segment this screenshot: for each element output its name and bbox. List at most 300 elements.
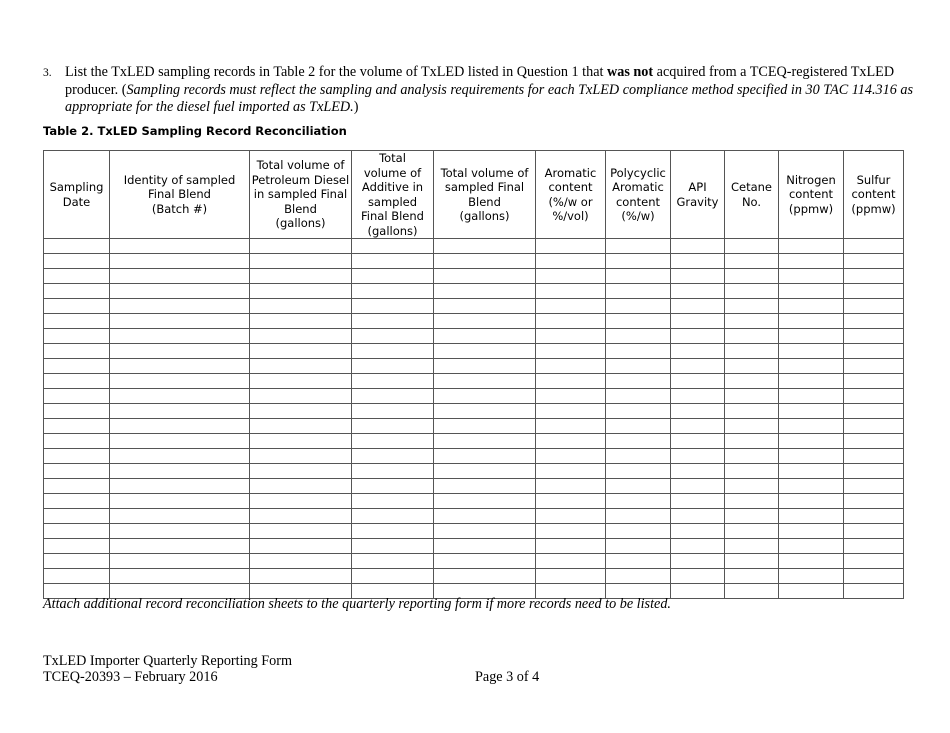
table-cell[interactable] <box>606 389 671 404</box>
table-cell[interactable] <box>606 284 671 299</box>
table-cell[interactable] <box>844 464 904 479</box>
table-cell[interactable] <box>606 509 671 524</box>
table-cell[interactable] <box>110 419 250 434</box>
table-cell[interactable] <box>44 359 110 374</box>
table-cell[interactable] <box>844 359 904 374</box>
table-cell[interactable] <box>779 344 844 359</box>
table-cell[interactable] <box>352 374 434 389</box>
table-cell[interactable] <box>44 554 110 569</box>
table-cell[interactable] <box>110 554 250 569</box>
table-cell[interactable] <box>110 284 250 299</box>
table-cell[interactable] <box>44 314 110 329</box>
table-cell[interactable] <box>250 434 352 449</box>
table-row <box>44 314 904 329</box>
table-cell[interactable] <box>110 359 250 374</box>
table-cell[interactable] <box>434 524 536 539</box>
table-cell[interactable] <box>671 404 725 419</box>
table-cell[interactable] <box>352 464 434 479</box>
table-row <box>44 479 904 494</box>
question-text-emphasis: was not <box>606 64 654 80</box>
table-cell[interactable] <box>434 239 536 254</box>
table-cell[interactable] <box>352 314 434 329</box>
table-cell[interactable] <box>352 569 434 584</box>
table-cell[interactable] <box>725 374 779 389</box>
sampling-record-table <box>43 150 904 599</box>
table-cell[interactable] <box>250 239 352 254</box>
table-cell[interactable] <box>606 269 671 284</box>
table-cell[interactable] <box>110 269 250 284</box>
table-cell[interactable] <box>671 359 725 374</box>
table-cell[interactable] <box>536 329 606 344</box>
col-additive-volume: Total volume of Additive in sampled Final Blend (gallons) <box>352 151 434 239</box>
table-row <box>44 539 904 554</box>
table-cell[interactable] <box>844 554 904 569</box>
table-cell[interactable] <box>844 299 904 314</box>
table-cell[interactable] <box>352 359 434 374</box>
table-cell[interactable] <box>536 434 606 449</box>
table-cell[interactable] <box>844 434 904 449</box>
table-cell[interactable] <box>536 299 606 314</box>
table-cell[interactable] <box>844 284 904 299</box>
table-cell[interactable] <box>250 389 352 404</box>
table-cell[interactable] <box>536 269 606 284</box>
table-cell[interactable] <box>352 494 434 509</box>
table-row <box>44 524 904 539</box>
col-batch-identity: Identity of sampled Final Blend (Batch #) <box>110 151 250 239</box>
table-cell[interactable] <box>725 299 779 314</box>
table-cell[interactable] <box>536 239 606 254</box>
col-petroleum-diesel-volume: Total volume of Petroleum Diesel in sampled Final Blend (gallons) <box>250 151 352 239</box>
table-cell[interactable] <box>536 389 606 404</box>
question-note-pre: producer. ( <box>65 82 127 98</box>
table-row <box>44 299 904 314</box>
table-cell[interactable] <box>44 419 110 434</box>
table-cell[interactable] <box>844 449 904 464</box>
table-cell[interactable] <box>352 299 434 314</box>
table-cell[interactable] <box>250 539 352 554</box>
table-cell[interactable] <box>536 539 606 554</box>
table-cell[interactable] <box>434 254 536 269</box>
table-cell[interactable] <box>844 494 904 509</box>
table-cell[interactable] <box>725 554 779 569</box>
table-cell[interactable] <box>536 449 606 464</box>
table-cell[interactable] <box>606 419 671 434</box>
table-cell[interactable] <box>250 509 352 524</box>
table-cell[interactable] <box>725 464 779 479</box>
table-cell[interactable] <box>110 434 250 449</box>
table-cell[interactable] <box>844 329 904 344</box>
table-row <box>44 419 904 434</box>
table-cell[interactable] <box>779 419 844 434</box>
table-cell[interactable] <box>844 314 904 329</box>
table-cell[interactable] <box>434 569 536 584</box>
table-cell[interactable] <box>536 419 606 434</box>
footer <box>43 653 292 685</box>
table-cell[interactable] <box>434 389 536 404</box>
table-cell[interactable] <box>671 254 725 269</box>
table-cell[interactable] <box>110 479 250 494</box>
table-cell[interactable] <box>671 284 725 299</box>
table-cell[interactable] <box>434 329 536 344</box>
form-id: TCEQ-20393 – February 2016 <box>43 669 218 685</box>
table-row <box>44 449 904 464</box>
table-cell[interactable] <box>352 389 434 404</box>
table-row <box>44 239 904 254</box>
table-cell[interactable] <box>671 344 725 359</box>
table-cell[interactable] <box>44 269 110 284</box>
table-cell[interactable] <box>725 569 779 584</box>
table-cell[interactable] <box>110 494 250 509</box>
table-cell[interactable] <box>725 329 779 344</box>
table-cell[interactable] <box>250 404 352 419</box>
table-cell[interactable] <box>110 299 250 314</box>
table-cell[interactable] <box>725 389 779 404</box>
question-note-post: ) <box>353 99 359 115</box>
table-cell[interactable] <box>671 524 725 539</box>
table-cell[interactable] <box>844 584 904 599</box>
question-3-line2 <box>43 82 913 116</box>
table-cell[interactable] <box>779 389 844 404</box>
table-cell[interactable] <box>434 554 536 569</box>
table-cell[interactable] <box>44 344 110 359</box>
table-cell[interactable] <box>250 254 352 269</box>
table-cell[interactable] <box>536 554 606 569</box>
table-cell[interactable] <box>536 284 606 299</box>
table-cell[interactable] <box>44 329 110 344</box>
table-cell[interactable] <box>44 539 110 554</box>
table-cell[interactable] <box>250 359 352 374</box>
table-cell[interactable] <box>352 419 434 434</box>
table-cell[interactable] <box>671 269 725 284</box>
table-cell[interactable] <box>725 314 779 329</box>
table-cell[interactable] <box>352 434 434 449</box>
table-cell[interactable] <box>725 239 779 254</box>
table-cell[interactable] <box>110 254 250 269</box>
table-cell[interactable] <box>44 254 110 269</box>
table-cell[interactable] <box>606 329 671 344</box>
table-cell[interactable] <box>110 344 250 359</box>
table-cell[interactable] <box>250 479 352 494</box>
table-cell[interactable] <box>110 449 250 464</box>
table-cell[interactable] <box>250 314 352 329</box>
table-cell[interactable] <box>606 449 671 464</box>
question-text-pre: List the TxLED sampling records in Table 2 for the volume of TxLED listed in Question 1 that <box>65 64 607 80</box>
table-cell[interactable] <box>536 344 606 359</box>
table-cell[interactable] <box>352 239 434 254</box>
table-cell[interactable] <box>844 344 904 359</box>
table-row <box>44 389 904 404</box>
table-row <box>44 269 904 284</box>
table-cell[interactable] <box>536 479 606 494</box>
table-cell[interactable] <box>536 569 606 584</box>
table-cell[interactable] <box>779 359 844 374</box>
table-cell[interactable] <box>352 524 434 539</box>
table-cell[interactable] <box>779 524 844 539</box>
table-cell[interactable] <box>536 374 606 389</box>
table-cell[interactable] <box>844 419 904 434</box>
table-cell[interactable] <box>725 494 779 509</box>
table-cell[interactable] <box>606 524 671 539</box>
table-cell[interactable] <box>44 509 110 524</box>
table-cell[interactable] <box>779 539 844 554</box>
table-cell[interactable] <box>434 314 536 329</box>
table-cell[interactable] <box>434 494 536 509</box>
table-cell[interactable] <box>44 494 110 509</box>
table-cell[interactable] <box>671 314 725 329</box>
table-cell[interactable] <box>110 524 250 539</box>
table-cell[interactable] <box>779 374 844 389</box>
table-cell[interactable] <box>536 314 606 329</box>
table-cell[interactable] <box>434 464 536 479</box>
question-3-line1 <box>43 64 913 82</box>
attach-note: Attach additional record reconciliation sheets to the quarterly reporting form if more records need to be listed. <box>43 596 671 612</box>
table-cell[interactable] <box>250 344 352 359</box>
table-cell[interactable] <box>725 434 779 449</box>
table-cell[interactable] <box>606 254 671 269</box>
table-cell[interactable] <box>606 479 671 494</box>
table-cell[interactable] <box>434 434 536 449</box>
table-cell[interactable] <box>779 314 844 329</box>
table-cell[interactable] <box>352 254 434 269</box>
table-cell[interactable] <box>110 239 250 254</box>
table-cell[interactable] <box>44 569 110 584</box>
table-cell[interactable] <box>606 464 671 479</box>
table-row <box>44 464 904 479</box>
table-cell[interactable] <box>779 449 844 464</box>
table-cell[interactable] <box>671 584 725 599</box>
table-cell[interactable] <box>44 479 110 494</box>
table-cell[interactable] <box>434 284 536 299</box>
page-number: Page 3 of 4 <box>475 669 540 685</box>
table-cell[interactable] <box>725 539 779 554</box>
table-cell[interactable] <box>779 494 844 509</box>
table-cell[interactable] <box>725 479 779 494</box>
table-cell[interactable] <box>606 404 671 419</box>
table-cell[interactable] <box>434 374 536 389</box>
table-cell[interactable] <box>110 509 250 524</box>
table-cell[interactable] <box>725 344 779 359</box>
col-aromatic-content: Aromatic content (%/w or %/vol) <box>536 151 606 239</box>
table-cell[interactable] <box>779 554 844 569</box>
table-cell[interactable] <box>536 464 606 479</box>
table-cell[interactable] <box>671 449 725 464</box>
table-cell[interactable] <box>250 299 352 314</box>
table-cell[interactable] <box>250 329 352 344</box>
table-cell[interactable] <box>352 509 434 524</box>
table-cell[interactable] <box>671 554 725 569</box>
table-cell[interactable] <box>606 359 671 374</box>
table-cell[interactable] <box>44 404 110 419</box>
table-cell[interactable] <box>671 239 725 254</box>
table-cell[interactable] <box>606 314 671 329</box>
table-row <box>44 509 904 524</box>
table-cell[interactable] <box>352 404 434 419</box>
table-cell[interactable] <box>779 479 844 494</box>
table-cell[interactable] <box>44 449 110 464</box>
table-cell[interactable] <box>844 509 904 524</box>
table-cell[interactable] <box>44 374 110 389</box>
table-cell[interactable] <box>725 524 779 539</box>
table-cell[interactable] <box>844 569 904 584</box>
table-cell[interactable] <box>725 509 779 524</box>
table-cell[interactable] <box>671 509 725 524</box>
table-cell[interactable] <box>606 344 671 359</box>
table-cell[interactable] <box>352 479 434 494</box>
table-cell[interactable] <box>44 239 110 254</box>
table-cell[interactable] <box>352 554 434 569</box>
table-cell[interactable] <box>536 494 606 509</box>
table-cell[interactable] <box>725 359 779 374</box>
table-cell[interactable] <box>44 284 110 299</box>
table-cell[interactable] <box>250 569 352 584</box>
table-cell[interactable] <box>434 299 536 314</box>
table-cell[interactable] <box>110 374 250 389</box>
table-cell[interactable] <box>110 569 250 584</box>
table-cell[interactable] <box>844 374 904 389</box>
table-cell[interactable] <box>779 584 844 599</box>
table-caption: Table 2. TxLED Sampling Record Reconciliation <box>43 124 347 138</box>
table-cell[interactable] <box>110 329 250 344</box>
table-cell[interactable] <box>671 494 725 509</box>
table-cell[interactable] <box>110 404 250 419</box>
table-cell[interactable] <box>434 269 536 284</box>
table-cell[interactable] <box>352 329 434 344</box>
table-cell[interactable] <box>44 434 110 449</box>
table-cell[interactable] <box>536 359 606 374</box>
table-cell[interactable] <box>352 449 434 464</box>
table-cell[interactable] <box>779 299 844 314</box>
table-cell[interactable] <box>110 464 250 479</box>
table-row <box>44 254 904 269</box>
table-cell[interactable] <box>606 434 671 449</box>
table-cell[interactable] <box>844 479 904 494</box>
table-cell[interactable] <box>606 374 671 389</box>
table-cell[interactable] <box>352 344 434 359</box>
table-cell[interactable] <box>671 374 725 389</box>
table-cell[interactable] <box>250 554 352 569</box>
question-note-italic: Sampling records must reflect the sampling and analysis requirements for each TxLED compliance method specified in 30 TAC 114.316 as appropriate for the diesel fuel imported as TxLED. <box>65 82 913 115</box>
table-cell[interactable] <box>434 359 536 374</box>
table-cell[interactable] <box>536 509 606 524</box>
table-cell[interactable] <box>110 389 250 404</box>
table-cell[interactable] <box>779 569 844 584</box>
table-cell[interactable] <box>725 284 779 299</box>
table-cell[interactable] <box>779 404 844 419</box>
table-cell[interactable] <box>434 419 536 434</box>
table-cell[interactable] <box>536 524 606 539</box>
table-cell[interactable] <box>434 539 536 554</box>
table-cell[interactable] <box>606 299 671 314</box>
table-cell[interactable] <box>250 524 352 539</box>
table-cell[interactable] <box>250 464 352 479</box>
table-cell[interactable] <box>250 494 352 509</box>
table-cell[interactable] <box>779 284 844 299</box>
table-cell[interactable] <box>779 239 844 254</box>
table-cell[interactable] <box>250 449 352 464</box>
table-cell[interactable] <box>352 269 434 284</box>
col-polycyclic-aromatic: Polycyclic Aromatic content (%/w) <box>606 151 671 239</box>
table-cell[interactable] <box>844 539 904 554</box>
table-cell[interactable] <box>606 569 671 584</box>
table-cell[interactable] <box>844 239 904 254</box>
table-cell[interactable] <box>434 449 536 464</box>
table-cell[interactable] <box>779 254 844 269</box>
table-cell[interactable] <box>44 464 110 479</box>
table-cell[interactable] <box>844 269 904 284</box>
table-cell[interactable] <box>779 464 844 479</box>
table-cell[interactable] <box>606 539 671 554</box>
question-text-post: acquired from a TCEQ-registered TxLED <box>653 64 895 80</box>
table-cell[interactable] <box>606 239 671 254</box>
col-sampling-date: Sampling Date <box>44 151 110 239</box>
table-cell[interactable] <box>779 509 844 524</box>
question-3 <box>43 64 913 116</box>
table-cell[interactable] <box>844 389 904 404</box>
table-cell[interactable] <box>44 524 110 539</box>
table-row <box>44 494 904 509</box>
table-cell[interactable] <box>725 254 779 269</box>
form-title: TxLED Importer Quarterly Reporting Form <box>43 653 293 669</box>
table-cell[interactable] <box>671 419 725 434</box>
col-sulfur: Sulfur content (ppmw) <box>844 151 904 239</box>
table-cell[interactable] <box>434 344 536 359</box>
table-cell[interactable] <box>725 449 779 464</box>
table-cell[interactable] <box>110 314 250 329</box>
table-cell[interactable] <box>725 419 779 434</box>
table-cell[interactable] <box>671 299 725 314</box>
table-cell[interactable] <box>844 524 904 539</box>
table-cell[interactable] <box>44 389 110 404</box>
table-cell[interactable] <box>352 539 434 554</box>
table-cell[interactable] <box>44 299 110 314</box>
table-cell[interactable] <box>434 509 536 524</box>
table-cell[interactable] <box>250 284 352 299</box>
table-cell[interactable] <box>671 329 725 344</box>
table-cell[interactable] <box>536 404 606 419</box>
col-nitrogen: Nitrogen content (ppmw) <box>779 151 844 239</box>
table-cell[interactable] <box>250 419 352 434</box>
table-cell[interactable] <box>110 539 250 554</box>
table-row <box>44 569 904 584</box>
table-cell[interactable] <box>779 329 844 344</box>
table-cell[interactable] <box>779 434 844 449</box>
table-cell[interactable] <box>671 569 725 584</box>
table-row <box>44 554 904 569</box>
table-cell[interactable] <box>725 269 779 284</box>
table-cell[interactable] <box>671 464 725 479</box>
table-cell[interactable] <box>250 374 352 389</box>
table-cell[interactable] <box>844 404 904 419</box>
question-number: 3. <box>43 67 52 79</box>
table-cell[interactable] <box>671 479 725 494</box>
table-cell[interactable] <box>606 494 671 509</box>
table-cell[interactable] <box>671 434 725 449</box>
table-cell[interactable] <box>606 554 671 569</box>
table-cell[interactable] <box>671 539 725 554</box>
table-cell[interactable] <box>779 269 844 284</box>
table-cell[interactable] <box>725 404 779 419</box>
table-header-row <box>44 151 904 239</box>
table-cell[interactable] <box>844 254 904 269</box>
table-cell[interactable] <box>725 584 779 599</box>
table-cell[interactable] <box>671 389 725 404</box>
table-cell[interactable] <box>536 254 606 269</box>
table-cell[interactable] <box>434 479 536 494</box>
table-cell[interactable] <box>352 284 434 299</box>
table-cell[interactable] <box>250 269 352 284</box>
table-cell[interactable] <box>434 404 536 419</box>
col-api-gravity: API Gravity <box>671 151 725 239</box>
